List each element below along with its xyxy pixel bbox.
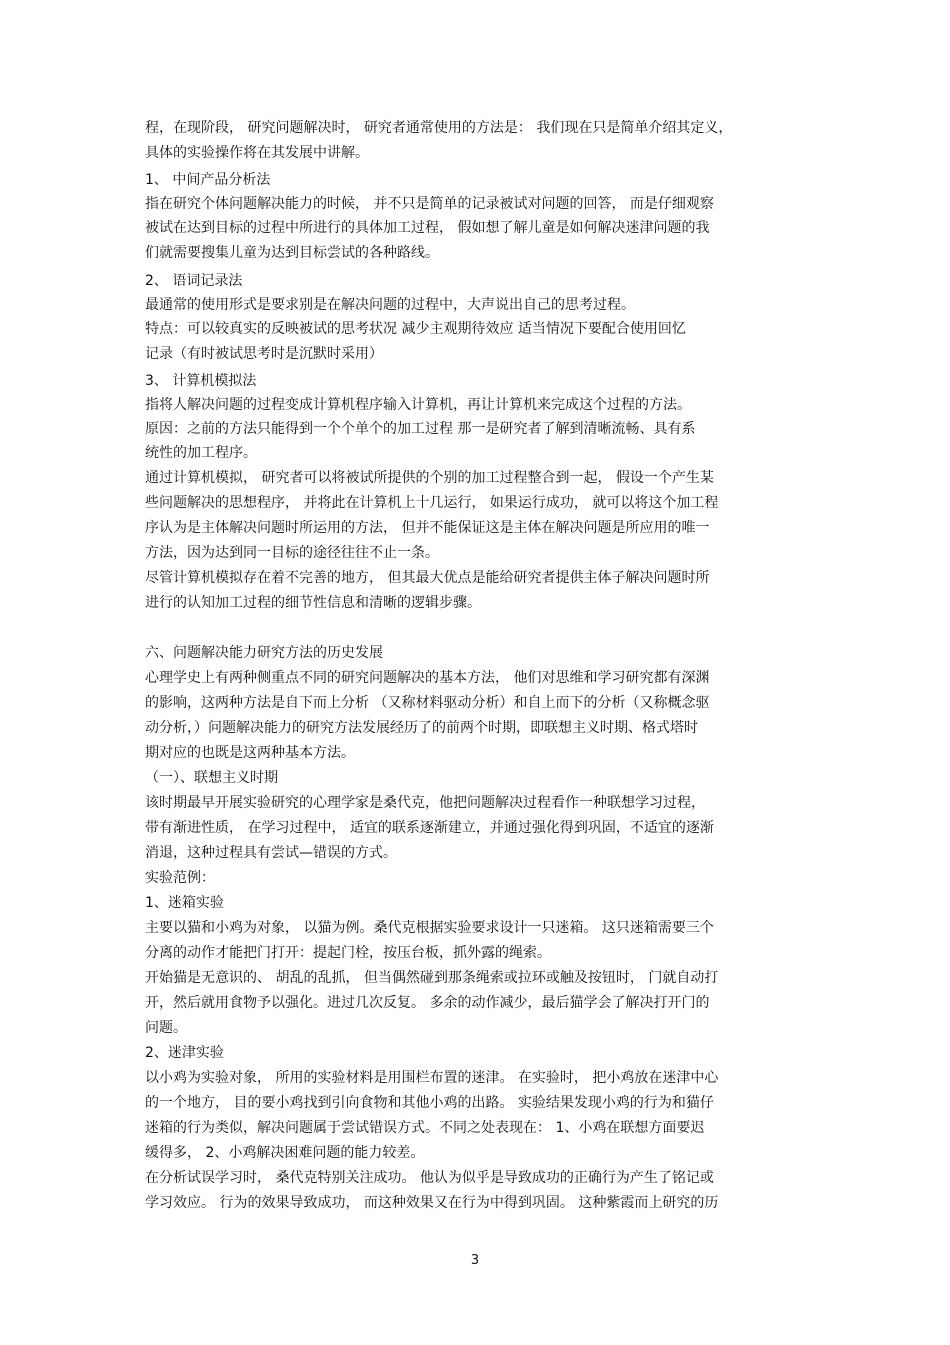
- text-line: 指将人解决问题的过程变成计算机程序输入计算机，再让计算机来完成这个过程的方法。: [145, 397, 691, 413]
- section-heading: 1、 中间产品分析法: [145, 172, 271, 188]
- text-line: 具体的实验操作将在其发展中讲解。: [145, 145, 369, 161]
- text-line: 分离的动作才能把门打开：提起门栓，按压台板，抓外露的绳索。: [145, 945, 551, 961]
- text-line: 开始猫是无意识的、 胡乱的乱抓， 但当偶然碰到那条绳索或拉环或触及按钮时， 门就自动打: [145, 970, 719, 986]
- section-heading: 六、问题解决能力研究方法的历史发展: [145, 645, 383, 661]
- text-line: 被试在达到目标的过程中所进行的具体加工过程， 假如想了解儿童是如何解决迷津问题的我: [145, 220, 710, 236]
- text-line: 序认为是主体解决问题时所运用的方法， 但并不能保证这是主体在解决问题是所应用的唯一: [145, 520, 710, 536]
- text-line: 进行的认知加工过程的细节性信息和清晰的逻辑步骤。: [145, 595, 481, 611]
- text-line: 的影响，这两种方法是自下而上分析 （又称材料驱动分析）和自上而下的分析（又称概念驱: [145, 695, 710, 711]
- text-line: 心理学史上有两种侧重点不同的研究问题解决的基本方法， 他们对思维和学习研究都有深渊: [145, 670, 710, 686]
- text-line: 实验范例：: [145, 870, 215, 886]
- text-line: 学习效应。 行为的效果导致成功， 而这种效果又在行为中得到巩固。 这种紫霞而上研究的历: [145, 1195, 719, 1211]
- text-line: 在分析试误学习时， 桑代克特别关注成功。 他认为似乎是导致成功的正确行为产生了铭记或: [145, 1170, 714, 1186]
- text-line: 通过计算机模拟， 研究者可以将被试所提供的个别的加工过程整合到一起， 假设一个产生某: [145, 470, 714, 486]
- text-line: 些问题解决的思想程序， 并将此在计算机上十几运行， 如果运行成功， 就可以将这个加工程: [145, 495, 719, 511]
- section-heading: 2、迷津实验: [145, 1045, 224, 1061]
- text-line: 统性的加工程序。: [145, 445, 257, 461]
- text-line: 方法，因为达到同一目标的途径往往不止一条。: [145, 545, 439, 561]
- text-line: 最通常的使用形式是要求别是在解决问题的过程中，大声说出自己的思考过程。: [145, 297, 635, 313]
- text-line: 特点：可以较真实的反映被试的思考状况 减少主观期待效应 适当情况下要配合使用回忆: [145, 321, 686, 337]
- section-heading: 1、迷箱实验: [145, 895, 224, 911]
- text-line: 动分析，）问题解决能力的研究方法发展经历了的前两个时期，即联想主义时期、格式塔时: [145, 720, 698, 736]
- text-line: 们就需要搜集儿童为达到目标尝试的各种路线。: [145, 245, 439, 261]
- section-heading: （一）、联想主义时期: [145, 770, 278, 786]
- section-heading: 3、 计算机模拟法: [145, 373, 257, 389]
- text-line: 该时期最早开展实验研究的心理学家是桑代克，他把问题解决过程看作一种联想学习过程，: [145, 795, 705, 811]
- text-line: 问题。: [145, 1020, 187, 1036]
- section-heading: 2、 语词记录法: [145, 273, 243, 289]
- text-line: 原因：之前的方法只能得到一个个单个的加工过程 那一是研究者了解到清晰流畅、具有系: [145, 421, 696, 437]
- page-number: 3: [470, 1253, 480, 1268]
- text-line: 尽管计算机模拟存在着不完善的地方， 但其最大优点是能给研究者提供主体子解决问题时所: [145, 570, 710, 586]
- text-line: 指在研究个体问题解决能力的时候， 并不只是简单的记录被试对问题的回答， 而是仔细观察: [145, 196, 714, 212]
- text-line: 程，在现阶段， 研究问题解决时， 研究者通常使用的方法是： 我们现在只是简单介绍其定义，: [145, 120, 733, 136]
- text-line: 带有渐进性质， 在学习过程中， 适宜的联系逐渐建立，并通过强化得到巩固，不适宜的逐渐: [145, 820, 714, 836]
- text-line: 迷箱的行为类似，解决问题属于尝试错误方式。不同之处表现在： 1、小鸡在联想方面要迟: [145, 1120, 705, 1136]
- text-line: 期对应的也既是这两种基本方法。: [145, 745, 355, 761]
- text-line: 以小鸡为实验对象， 所用的实验材料是用围栏布置的迷津。 在实验时， 把小鸡放在迷津中心: [145, 1070, 719, 1086]
- text-line: 记录（有时被试思考时是沉默时采用）: [145, 346, 383, 362]
- text-line: 主要以猫和小鸡为对象， 以猫为例。桑代克根据实验要求设计一只迷箱。 这只迷箱需要三个: [145, 920, 714, 936]
- text-line: 缓得多， 2、小鸡解决困难问题的能力较差。: [145, 1145, 425, 1161]
- text-line: 的一个地方， 目的要小鸡找到引向食物和其他小鸡的出路。 实验结果发现小鸡的行为和猫仔: [145, 1095, 714, 1111]
- text-line: 开，然后就用食物予以强化。进过几次反复。 多余的动作减少，最后猫学会了解决打开门的: [145, 995, 710, 1011]
- text-line: 消退，这种过程具有尝试—错误的方式。: [145, 845, 397, 861]
